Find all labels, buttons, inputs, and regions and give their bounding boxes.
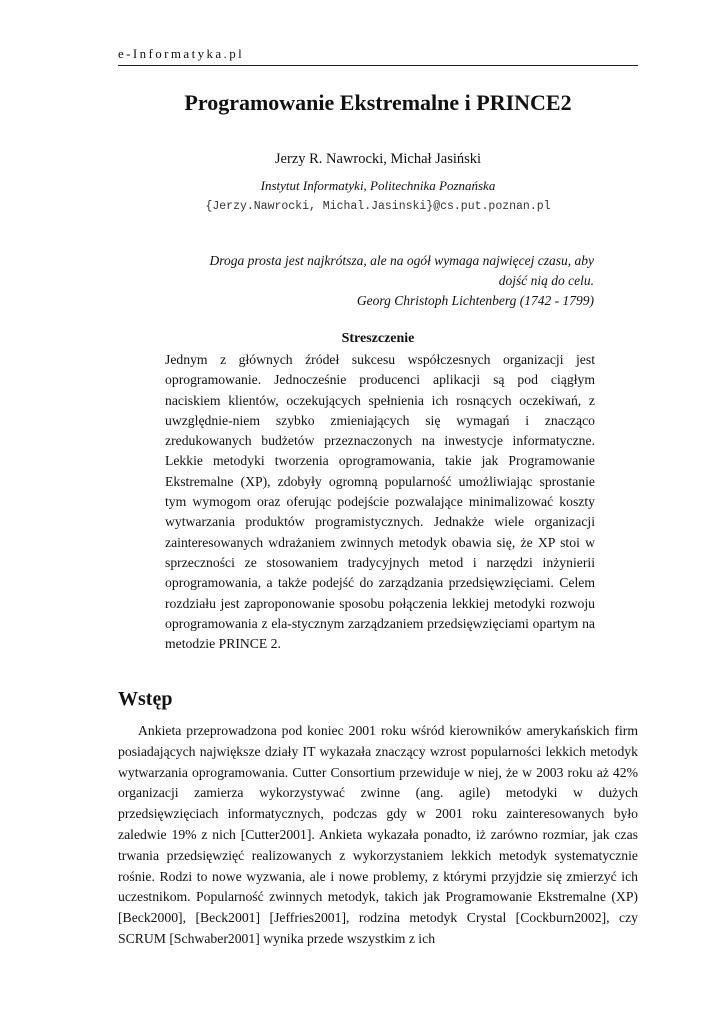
authors: Jerzy R. Nawrocki, Michał Jasiński [274,151,482,167]
motto [170,251,594,311]
abstract-heading: Streszczenie [341,331,415,346]
abstract-text: Jednym z głównych źródeł sukcesu współczesnych organizacji jest oprogramowanie. Jednocześnie producenci aplikacji są pod ciągłym naciskiem klientów, oczekujących spełnienia ich rosnących oczekiwań, z uwzględnie-niem szybko zmieniających się wymagań i znacząco zredukowanych budżetów przeznaczonych na inwestycje informatyczne. Lekkie metodyki tworzenia oprogramowania, takie jak Programowanie Ekstremalne (XP), zdobyły ogromną popularność umożliwiając sprostanie tym wymogom oraz oferując podejście pozwalające minimalizować koszty wytwarzania produktów programistycznych. Jednakże wiele organizacji zainteresowanych wdrażaniem zwinnych metodyk obawia się, że XP stoi w sprzeczności ze stosowaniem tradycyjnych metod i narzędzi inżynierii oprogramowania, a także podejść do zarządzania przedsięwzięciami. Celem rozdziału jest zaproponowanie sposobu połączenia lekkiej metodyki rozwoju oprogramowania z ela-stycznym zarządzaniem przedsięwzięciami opartym na metodzie PRINCE 2. [165,352,595,652]
paper-title: Programowanie Ekstremalne i PRINCE2 [184,90,572,115]
motto-attribution: Georg Christoph Lichtenberg (1742 - 1799) [356,293,594,308]
author-email: {Jerzy.Nawrocki, Michal.Jasinski}@cs.put.poznan.pl [205,200,551,213]
running-header: e-Informatyka.pl [118,46,638,66]
motto-line-1: Droga prosta jest najkrótsza, ale na ogół wymaga najwięcej czasu, aby [209,253,594,268]
affiliation: Instytut Informatyki, Politechnika Poznańska [260,178,496,193]
section-text: Ankieta przeprowadzona pod koniec 2001 roku wśród kierowników amerykańskich firm posiadających największe działy IT wykazała znaczący wzrost popularności lekkich metodyk wytwarzania oprogramowania. Cutter Consortium przewiduje w niej, że w 2003 roku aż 42% organizacji zamierza wykorzystywać zwinne (ang. agile) metodyki w dużych przedsięwzięciach informatycznych, podczas gdy w 2001 roku zainteresowanych było zaledwie 19% z nich [Cutter2001]. Ankieta wykazała ponadto, iż zarówno rozmiar, jak czas trwania przedsięwzięć realizowanych z wykorzystaniem lekkich metodyk systematycznie rośnie. Rodzi to nowe wyzwania, ale i nowe problemy, z którymi przyjdzie się zmierzyć ich uczestnikom. Popularność zwinnych metodyk, takich jak Programowanie Ekstremalne (XP) [Beck2000], [Beck2001] [Jeffries2001], rodzina metodyk Crystal [Cockburn2002], czy SCRUM [Schwaber2001] wynika przede wszystkim z ich [118,723,638,946]
motto-line-2: dojść nią do celu. [498,273,594,288]
section-heading: Wstęp [118,688,173,710]
